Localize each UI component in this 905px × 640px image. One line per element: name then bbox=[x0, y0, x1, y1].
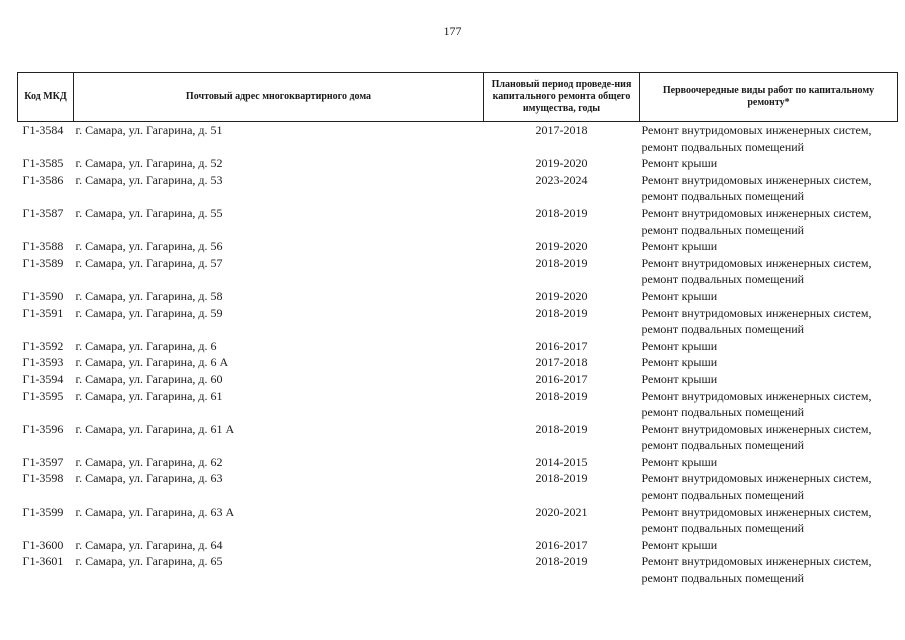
table-body bbox=[18, 122, 898, 587]
cell-works bbox=[640, 338, 898, 355]
cell-works bbox=[640, 172, 898, 205]
cell-address: г. Самара, ул. Гагарина, д. 58 bbox=[75, 288, 223, 303]
cell-period: 2019-2020 bbox=[535, 239, 588, 254]
cell-code: Г1-3584 bbox=[22, 123, 64, 137]
cell-address: г. Самара, ул. Гагарина, д. 63 bbox=[75, 471, 223, 486]
header-row bbox=[18, 73, 898, 122]
works-line: ремонт подвальных помещений bbox=[641, 272, 805, 287]
cell-period: 2018-2019 bbox=[535, 388, 588, 403]
table-row bbox=[18, 288, 898, 305]
cell-period: 2018-2019 bbox=[535, 471, 588, 486]
table-row bbox=[18, 305, 898, 338]
table-row bbox=[18, 338, 898, 355]
cell-code: Г1-3587 bbox=[22, 205, 64, 220]
cell-address: г. Самара, ул. Гагарина, д. 59 bbox=[75, 305, 223, 320]
cell-period: 2023-2024 bbox=[535, 172, 588, 187]
cell-code: Г1-3586 bbox=[22, 172, 64, 187]
cell-code: Г1-3592 bbox=[22, 338, 64, 353]
works-line: Ремонт крыши bbox=[641, 371, 718, 386]
cell-code: Г1-3593 bbox=[22, 355, 64, 370]
cell-period: 2018-2019 bbox=[535, 421, 588, 436]
works-line: ремонт подвальных помещений bbox=[641, 488, 805, 503]
cell-code: Г1-3590 bbox=[22, 288, 64, 303]
works-line: ремонт подвальных помещений bbox=[641, 571, 805, 586]
cell-code: Г1-3588 bbox=[22, 239, 64, 254]
cell-code: Г1-3596 bbox=[22, 421, 64, 436]
cell-code: Г1-3585 bbox=[22, 156, 64, 171]
cell-address: г. Самара, ул. Гагарина, д. 64 bbox=[75, 537, 223, 552]
works-line: Ремонт внутридомовых инженерных систем, bbox=[641, 554, 872, 569]
cell-period: 2017-2018 bbox=[535, 355, 588, 370]
cell-works bbox=[640, 454, 898, 471]
works-line: ремонт подвальных помещений bbox=[641, 322, 805, 337]
works-line: Ремонт внутридомовых инженерных систем, bbox=[641, 388, 872, 403]
header-address: Почтовый адрес многоквартирного дома bbox=[74, 73, 484, 122]
header-code: Код МКД bbox=[18, 73, 74, 122]
cell-address: г. Самара, ул. Гагарина, д. 53 bbox=[75, 172, 223, 187]
cell-period: 2018-2019 bbox=[535, 554, 588, 569]
header-period: Плановый период проведе-ния капитального ремонта общего имущества, годы bbox=[484, 73, 640, 122]
cell-period: 2016-2017 bbox=[535, 537, 588, 552]
header-works: Первоочередные виды работ по капитальному ремонту* bbox=[640, 73, 898, 122]
works-line: Ремонт крыши bbox=[641, 156, 718, 171]
table-header bbox=[18, 73, 898, 122]
table-row bbox=[18, 205, 898, 238]
cell-address: г. Самара, ул. Гагарина, д. 57 bbox=[75, 255, 223, 270]
cell-code: Г1-3598 bbox=[22, 471, 64, 486]
cell-period: 2014-2015 bbox=[535, 454, 588, 469]
works-line: Ремонт крыши bbox=[641, 239, 718, 254]
table-row bbox=[18, 238, 898, 255]
works-line: Ремонт крыши bbox=[641, 454, 718, 469]
works-line: Ремонт внутридомовых инженерных систем, bbox=[641, 205, 872, 220]
table-row bbox=[18, 155, 898, 172]
cell-address: г. Самара, ул. Гагарина, д. 60 bbox=[75, 371, 223, 386]
cell-works bbox=[640, 371, 898, 388]
cell-works bbox=[640, 553, 898, 586]
cell-works bbox=[640, 205, 898, 238]
page-number: 177 bbox=[443, 24, 462, 38]
cell-period: 2020-2021 bbox=[535, 504, 588, 519]
cell-code: Г1-3594 bbox=[22, 371, 64, 386]
works-line: ремонт подвальных помещений bbox=[641, 405, 805, 420]
works-line: ремонт подвальных помещений bbox=[641, 222, 805, 237]
capital-repair-table bbox=[17, 72, 898, 587]
table-row bbox=[18, 470, 898, 503]
table-row bbox=[18, 354, 898, 371]
cell-address: г. Самара, ул. Гагарина, д. 6 А bbox=[75, 355, 229, 370]
table-row bbox=[18, 454, 898, 471]
works-line: Ремонт крыши bbox=[641, 288, 718, 303]
cell-code: Г1-3597 bbox=[22, 454, 64, 469]
works-line: Ремонт внутридомовых инженерных систем, bbox=[641, 421, 872, 436]
cell-address: г. Самара, ул. Гагарина, д. 56 bbox=[75, 239, 223, 254]
table-row bbox=[18, 172, 898, 205]
cell-address: г. Самара, ул. Гагарина, д. 61 А bbox=[75, 421, 235, 436]
works-line: Ремонт крыши bbox=[641, 355, 718, 370]
cell-works bbox=[640, 470, 898, 503]
table-row bbox=[18, 537, 898, 554]
cell-period: 2016-2017 bbox=[535, 371, 588, 386]
cell-period: 2018-2019 bbox=[535, 305, 588, 320]
table-row bbox=[18, 421, 898, 454]
cell-address: г. Самара, ул. Гагарина, д. 65 bbox=[75, 554, 223, 569]
cell-address: г. Самара, ул. Гагарина, д. 61 bbox=[75, 388, 223, 403]
works-line: Ремонт внутридомовых инженерных систем, bbox=[641, 471, 872, 486]
cell-address: г. Самара, ул. Гагарина, д. 6 bbox=[75, 338, 217, 353]
works-line: ремонт подвальных помещений bbox=[641, 139, 805, 154]
works-line: Ремонт внутридомовых инженерных систем, bbox=[641, 123, 872, 137]
cell-works bbox=[640, 537, 898, 554]
cell-address: г. Самара, ул. Гагарина, д. 62 bbox=[75, 454, 223, 469]
cell-address: г. Самара, ул. Гагарина, д. 55 bbox=[75, 205, 223, 220]
cell-works bbox=[640, 305, 898, 338]
table-row bbox=[18, 504, 898, 537]
table-row bbox=[18, 122, 898, 156]
works-line: ремонт подвальных помещений bbox=[641, 438, 805, 453]
cell-period: 2019-2020 bbox=[535, 156, 588, 171]
cell-period: 2019-2020 bbox=[535, 288, 588, 303]
cell-works bbox=[640, 288, 898, 305]
cell-works bbox=[640, 255, 898, 288]
cell-code: Г1-3595 bbox=[22, 388, 64, 403]
cell-code: Г1-3600 bbox=[22, 537, 64, 552]
cell-code: Г1-3591 bbox=[22, 305, 64, 320]
cell-period: 2018-2019 bbox=[535, 205, 588, 220]
table-row bbox=[18, 255, 898, 288]
cell-works bbox=[640, 388, 898, 421]
cell-address: г. Самара, ул. Гагарина, д. 51 bbox=[75, 123, 223, 137]
works-line: Ремонт внутридомовых инженерных систем, bbox=[641, 305, 872, 320]
cell-works bbox=[640, 354, 898, 371]
cell-address: г. Самара, ул. Гагарина, д. 63 А bbox=[75, 504, 235, 519]
cell-works bbox=[640, 504, 898, 537]
cell-period: 2016-2017 bbox=[535, 338, 588, 353]
cell-code: Г1-3599 bbox=[22, 504, 64, 519]
works-line: Ремонт внутридомовых инженерных систем, bbox=[641, 504, 872, 519]
cell-works bbox=[640, 122, 898, 156]
cell-works bbox=[640, 238, 898, 255]
works-line: Ремонт крыши bbox=[641, 537, 718, 552]
cell-code: Г1-3589 bbox=[22, 255, 64, 270]
works-line: Ремонт внутридомовых инженерных систем, bbox=[641, 172, 872, 187]
works-line: ремонт подвальных помещений bbox=[641, 189, 805, 204]
table-row bbox=[18, 388, 898, 421]
works-line: Ремонт внутридомовых инженерных систем, bbox=[641, 255, 872, 270]
cell-works bbox=[640, 421, 898, 454]
table-row bbox=[18, 553, 898, 586]
cell-period: 2017-2018 bbox=[535, 123, 588, 137]
table-row bbox=[18, 371, 898, 388]
works-line: Ремонт крыши bbox=[641, 338, 718, 353]
cell-address: г. Самара, ул. Гагарина, д. 52 bbox=[75, 156, 223, 171]
cell-works bbox=[640, 155, 898, 172]
cell-period: 2018-2019 bbox=[535, 255, 588, 270]
cell-code: Г1-3601 bbox=[22, 554, 64, 569]
works-line: ремонт подвальных помещений bbox=[641, 521, 805, 536]
